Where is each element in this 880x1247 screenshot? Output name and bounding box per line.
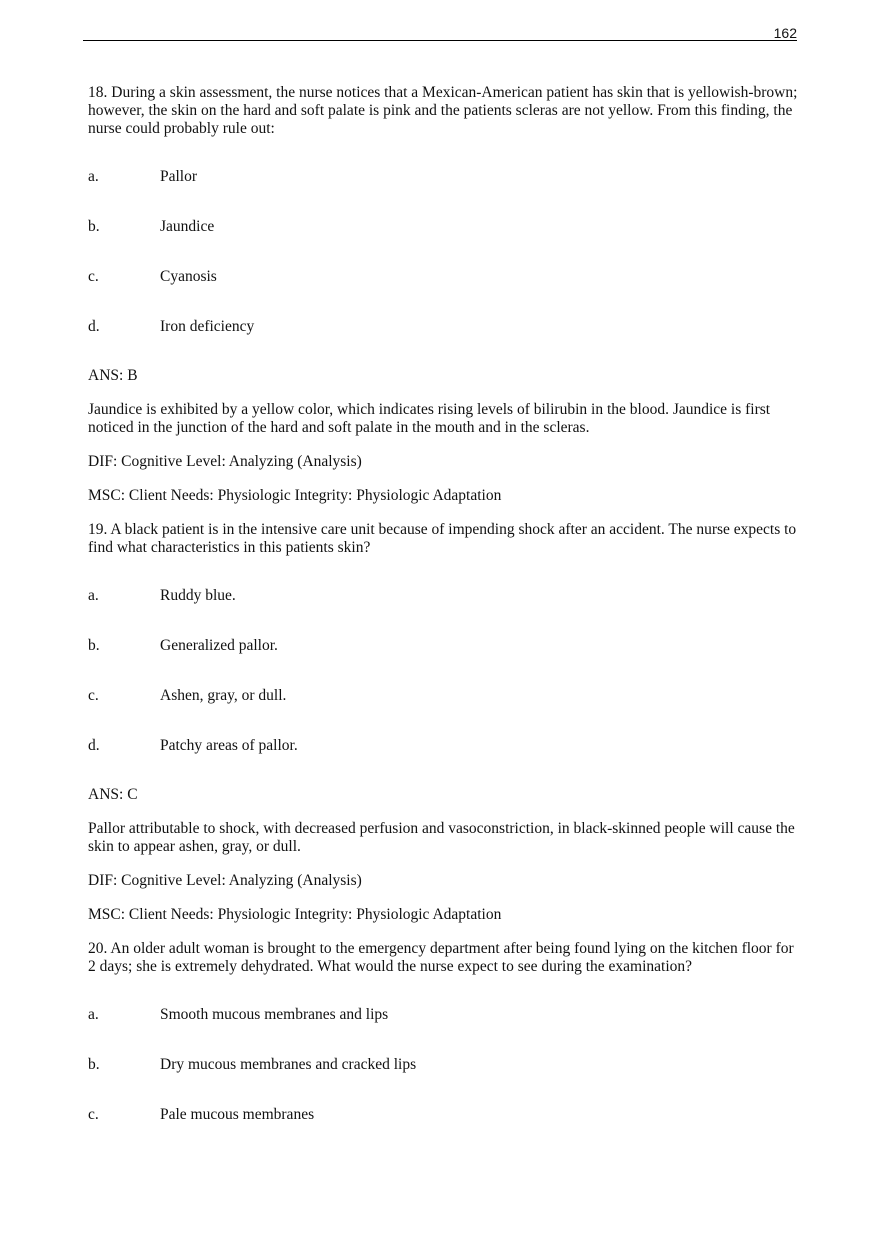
question-stem: 20. An older adult woman is brought to the emergency department after being found lying on the kitchen floor for 2 days; she is extremely dehydrated. What would the nurse expect to see during the examination?	[88, 940, 794, 975]
option-b	[88, 637, 800, 655]
option-b	[88, 1056, 800, 1074]
option-b	[88, 218, 800, 236]
option-text: Dry mucous membranes and cracked lips	[160, 1056, 417, 1073]
option-text: Generalized pallor.	[160, 637, 278, 654]
answer: ANS: C	[88, 786, 138, 803]
option-text: Smooth mucous membranes and lips	[160, 1006, 389, 1023]
option-letter: a.	[88, 587, 99, 604]
option-letter: a.	[88, 1006, 99, 1023]
client-needs: MSC: Client Needs: Physiologic Integrity: Physiologic Adaptation	[88, 906, 502, 923]
option-text: Iron deficiency	[160, 318, 255, 335]
option-letter: c.	[88, 268, 99, 285]
option-a	[88, 168, 800, 186]
option-text: Ruddy blue.	[160, 587, 236, 604]
option-letter: c.	[88, 1106, 99, 1123]
option-letter: d.	[88, 318, 100, 335]
question-stem: 18. During a skin assessment, the nurse notices that a Mexican-American patient has skin that is yellowish-brown; however, the skin on the hard and soft palate is pink and the patients scleras are not yellow. From this finding, the nurse could probably rule out:	[88, 84, 798, 137]
option-c	[88, 268, 800, 286]
answer: ANS: B	[88, 367, 138, 384]
rationale: Pallor attributable to shock, with decreased perfusion and vasoconstriction, in black-skinned people will cause the skin to appear ashen, gray, or dull.	[88, 820, 795, 855]
option-text: Jaundice	[160, 218, 215, 235]
question-19	[88, 521, 800, 940]
page-number: 162	[773, 25, 797, 41]
option-letter: c.	[88, 687, 99, 704]
page-content	[88, 84, 800, 1124]
option-letter: a.	[88, 168, 99, 185]
option-text: Patchy areas of pallor.	[160, 737, 298, 754]
question-20	[88, 940, 800, 1124]
option-d	[88, 318, 800, 336]
question-stem: 19. A black patient is in the intensive care unit because of impending shock after an accident. The nurse expects to find what characteristics in this patients skin?	[88, 521, 797, 556]
option-text: Pallor	[160, 168, 198, 185]
option-text: Ashen, gray, or dull.	[160, 687, 287, 704]
rationale: Jaundice is exhibited by a yellow color, which indicates rising levels of bilirubin in the blood. Jaundice is first noticed in the junction of the hard and soft palate in the mouth and in the scleras.	[88, 401, 771, 436]
option-text: Cyanosis	[160, 268, 217, 285]
question-18	[88, 84, 800, 521]
option-text: Pale mucous membranes	[160, 1106, 315, 1123]
option-a	[88, 1006, 800, 1024]
difficulty: DIF: Cognitive Level: Analyzing (Analysis)	[88, 872, 362, 889]
difficulty: DIF: Cognitive Level: Analyzing (Analysis)	[88, 453, 362, 470]
client-needs: MSC: Client Needs: Physiologic Integrity: Physiologic Adaptation	[88, 487, 502, 504]
option-c	[88, 687, 800, 705]
option-letter: b.	[88, 1056, 100, 1073]
option-a	[88, 587, 800, 605]
option-letter: b.	[88, 218, 100, 235]
option-c	[88, 1106, 800, 1124]
option-letter: d.	[88, 737, 100, 754]
option-letter: b.	[88, 637, 100, 654]
header-rule	[83, 40, 797, 41]
option-d	[88, 737, 800, 755]
